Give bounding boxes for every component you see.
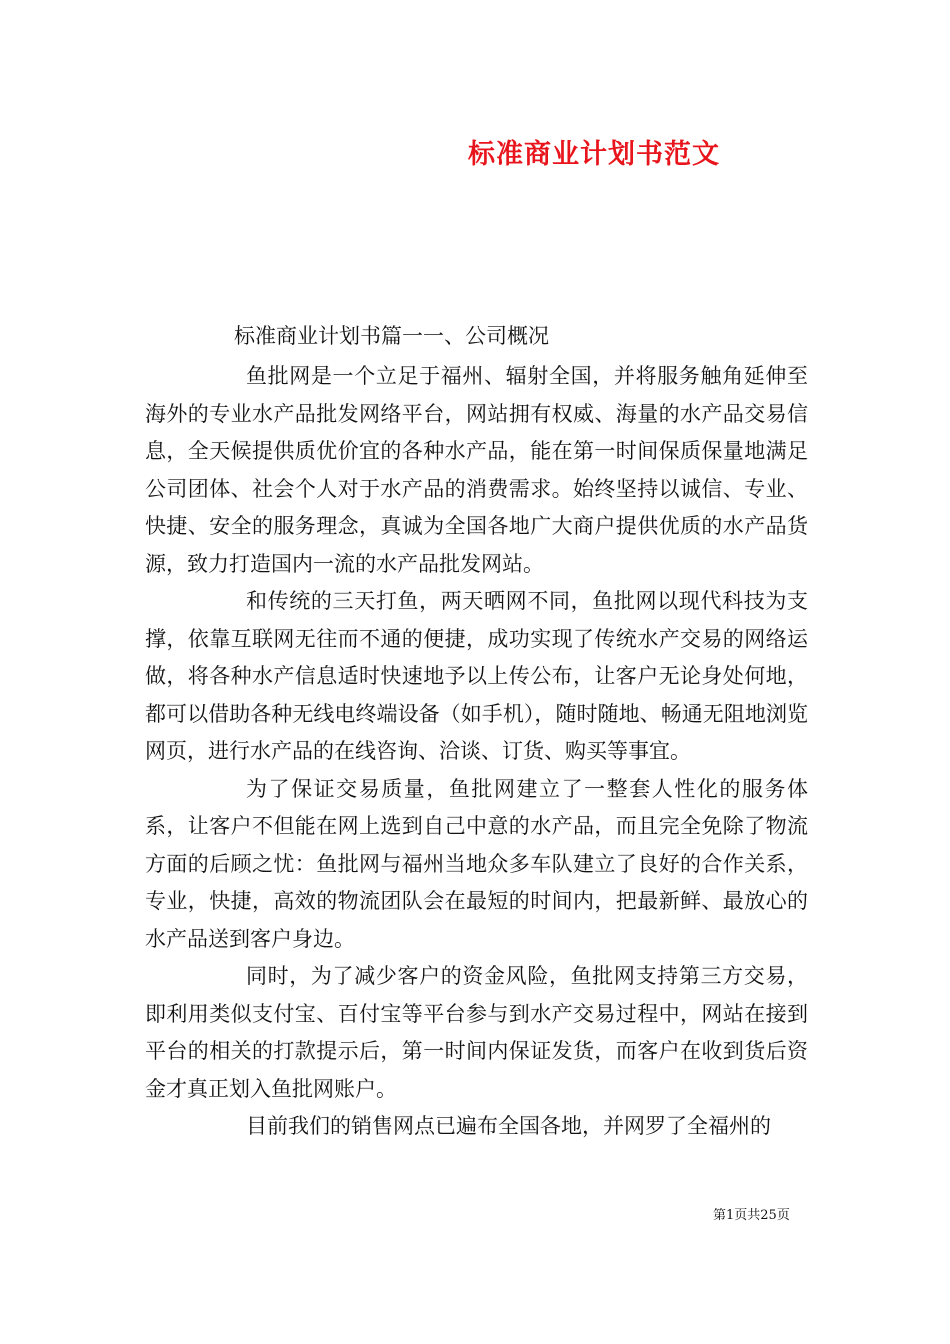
paragraph-technology: 和传统的三天打鱼，两天晒网不同，鱼批网以现代科技为支撑，依靠互联网无往而不通的便捷，成功实现了传统水产交易的网络运做，将各种水产信息适时快速地予以上传公布，让客户无论身处何地，都可以借助各种无线电终端设备（如手机），随时随地、畅通无阻地浏览网页，进行水产品的在线咨询、洽谈、订货、购买等事宜。 (145, 589, 808, 763)
page-footer: 第1页共25页 (713, 1208, 790, 1223)
document-title: 标准商业计划书范文 (468, 139, 720, 170)
document-body (145, 358, 808, 1146)
section-heading: 标准商业计划书篇一一、公司概况 (234, 324, 549, 348)
paragraph-company-intro: 鱼批网是一个立足于福州、辐射全国，并将服务触角延伸至海外的专业水产品批发网络平台，网站拥有权威、海量的水产品交易信息，全天候提供质优价宜的各种水产品，能在第一时间保质保量地满足公司团体、社会个人对于水产品的消费需求。始终坚持以诚信、专业、快捷、安全的服务理念，真诚为全国各地广大商户提供优质的水产品货源，致力打造国内一流的水产品批发网站。 (145, 364, 808, 576)
paragraph-service-logistics: 为了保证交易质量，鱼批网建立了一整套人性化的服务体系，让客户不但能在网上选到自己中意的水产品，而且完全免除了物流方面的后顾之忧：鱼批网与福州当地众多车队建立了良好的合作关系，专业，快捷，高效的物流团队会在最短的时间内，把最新鲜、最放心的水产品送到客户身边。 (145, 776, 808, 951)
paragraph-payment: 同时，为了减少客户的资金风险，鱼批网支持第三方交易，即利用类似支付宝、百付宝等平台参与到水产交易过程中，网站在接到平台的相关的打款提示后，第一时间内保证发货，而客户在收到货后资金才真正划入鱼批网账户。 (145, 964, 808, 1101)
paragraph-sales-network: 目前我们的销售网点已遍布全国各地，并网罗了全福州的 (246, 1114, 771, 1138)
